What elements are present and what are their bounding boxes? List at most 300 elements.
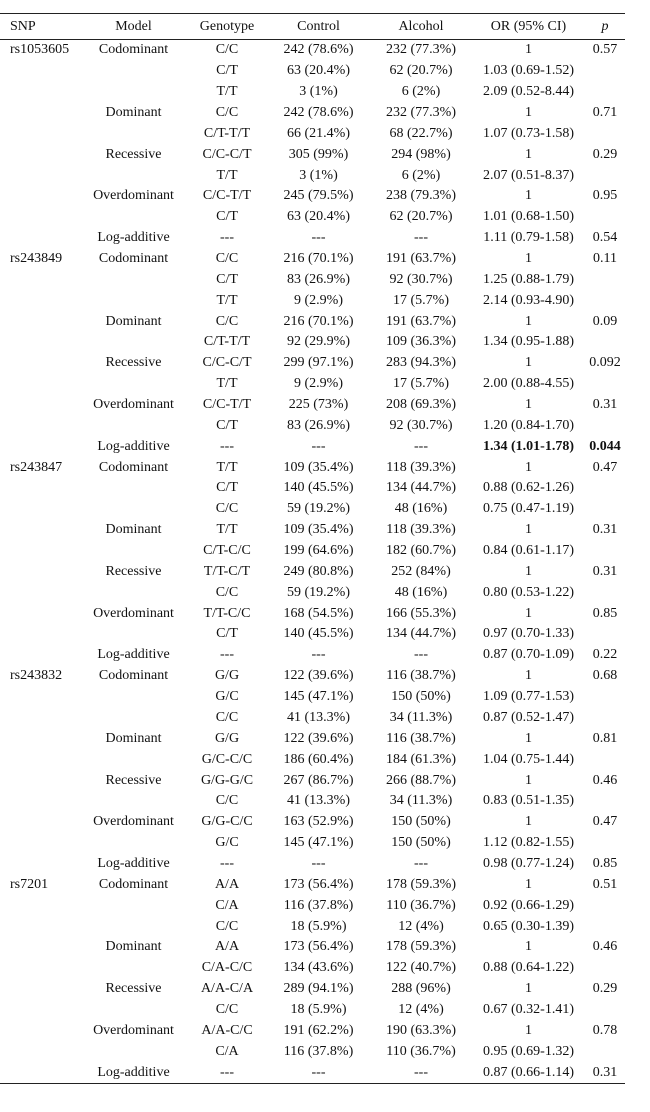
cell-p-value: 0.46: [592, 772, 618, 788]
cell-or-ci: 0.84 (0.61-1.17): [483, 543, 574, 559]
cell-or-ci: 1: [525, 459, 532, 475]
cell-snp: rs243849: [10, 251, 63, 267]
cell-p-value: [585, 624, 625, 645]
cell-or-ci: 0.95 (0.69-1.32): [483, 1043, 574, 1059]
header-or-ci: OR (95% CI): [472, 14, 585, 40]
cell-genotype: G/G-C/C: [201, 814, 253, 830]
cell-or-ci: 1: [525, 939, 532, 955]
cell-snp: [0, 687, 80, 708]
cell-model: [80, 374, 187, 395]
table-row: [0, 144, 625, 165]
cell-or-ci: 1: [525, 188, 532, 204]
cell-or-ci: 1.03 (0.69-1.52): [483, 63, 574, 79]
cell-model: [80, 895, 187, 916]
cell-model: Overdominant: [93, 188, 174, 204]
cell-p-value: 0.51: [592, 876, 618, 892]
cell-p-value: 0.54: [592, 230, 618, 246]
cell-genotype: C/T-C/C: [203, 543, 251, 559]
cell-p-value: 0.85: [592, 855, 618, 871]
cell-alcohol: 48 (16%): [394, 501, 448, 517]
cell-snp: [0, 1020, 80, 1041]
cell-p-value: [585, 749, 625, 770]
cell-or-ci: 1.34 (0.95-1.88): [483, 334, 574, 350]
cell-or-ci: 1.34 (1.01-1.78): [483, 438, 574, 454]
cell-p-value: 0.31: [592, 522, 618, 538]
table-row: [0, 561, 625, 582]
table-row: [0, 186, 625, 207]
table-row: [0, 624, 625, 645]
table-row: [0, 499, 625, 520]
cell-snp: [0, 833, 80, 854]
cell-or-ci: 1.20 (0.84-1.70): [483, 417, 574, 433]
cell-control: 249 (80.8%): [283, 563, 354, 579]
cell-genotype: C/C: [215, 709, 239, 725]
cell-control: 9 (2.9%): [294, 292, 343, 308]
cell-control: 163 (52.9%): [283, 814, 354, 830]
cell-p-value: [585, 582, 625, 603]
cell-snp: [0, 603, 80, 624]
cell-alcohol: 92 (30.7%): [389, 417, 453, 433]
cell-p-value: [585, 61, 625, 82]
cell-model: Log-additive: [97, 438, 170, 454]
table-row: [0, 103, 625, 124]
cell-genotype: ---: [187, 1062, 267, 1083]
cell-genotype: T/T: [216, 522, 238, 538]
cell-or-ci: 0.98 (0.77-1.24): [483, 855, 574, 871]
cell-control: 140 (45.5%): [283, 626, 354, 642]
cell-control: 66 (21.4%): [287, 125, 350, 141]
cell-or-ci: 1.01 (0.68-1.50): [483, 209, 574, 225]
cell-model: [80, 207, 187, 228]
cell-p-value: 0.47: [592, 814, 618, 830]
table-row: [0, 290, 625, 311]
cell-snp: [0, 937, 80, 958]
table-row: [0, 833, 625, 854]
cell-model: [80, 499, 187, 520]
table-row: [0, 269, 625, 290]
cell-p-value: [585, 833, 625, 854]
cell-p-value: [585, 1000, 625, 1021]
cell-p-value: 0.044: [589, 438, 621, 454]
cell-control: ---: [311, 647, 326, 663]
table-row: [0, 165, 625, 186]
cell-model: Codominant: [98, 668, 169, 684]
cell-control: ---: [311, 230, 326, 246]
cell-alcohol: 110 (36.7%): [386, 897, 456, 913]
table-row: [0, 603, 625, 624]
cell-snp: [0, 395, 80, 416]
cell-genotype: C/C: [215, 793, 239, 809]
header-control: Control: [267, 14, 370, 40]
cell-alcohol: ---: [370, 1062, 472, 1083]
cell-p-value: 0.85: [592, 605, 618, 621]
header-model: Model: [80, 14, 187, 40]
cell-p-value: 0.31: [592, 397, 618, 413]
cell-p-value: [585, 207, 625, 228]
table-row: [0, 520, 625, 541]
cell-alcohol: 252 (84%): [391, 563, 451, 579]
cell-alcohol: 134 (44.7%): [386, 480, 456, 496]
cell-genotype: C/A: [215, 897, 239, 913]
cell-or-ci: 1.25 (0.88-1.79): [483, 271, 574, 287]
cell-p-value: [585, 478, 625, 499]
cell-model: Recessive: [105, 355, 162, 371]
cell-or-ci: 1: [525, 563, 532, 579]
cell-or-ci: 1: [525, 251, 532, 267]
header-p-value: p: [585, 14, 625, 40]
table-row: [0, 708, 625, 729]
cell-model: Dominant: [105, 730, 162, 746]
cell-or-ci: 0.87 (0.70-1.09): [483, 647, 574, 663]
cell-control: 122 (39.6%): [283, 730, 354, 746]
cell-or-ci: 0.87 (0.66-1.14): [472, 1062, 585, 1083]
cell-p-value: [585, 1041, 625, 1062]
cell-alcohol: ---: [414, 438, 428, 454]
cell-genotype: ---: [220, 438, 234, 454]
table-row: [0, 645, 625, 666]
cell-p-value: 0.31: [585, 1062, 625, 1083]
cell-control: 168 (54.5%): [283, 605, 354, 621]
table-row: [0, 249, 625, 270]
cell-genotype: C/C-T/T: [202, 397, 252, 413]
cell-or-ci: 1.09 (0.77-1.53): [483, 689, 574, 705]
cell-snp: [0, 269, 80, 290]
cell-control: 59 (19.2%): [287, 501, 350, 517]
cell-alcohol: 283 (94.3%): [386, 355, 456, 371]
cell-model: [80, 749, 187, 770]
cell-model: Log-additive: [80, 1062, 187, 1083]
cell-p-value: [585, 82, 625, 103]
cell-model: [80, 61, 187, 82]
table-row: [0, 1041, 625, 1062]
cell-snp: [0, 374, 80, 395]
cell-snp: [0, 61, 80, 82]
cell-snp: rs7201: [10, 876, 49, 892]
cell-p-value: 0.11: [593, 251, 617, 267]
cell-p-value: 0.092: [589, 355, 621, 371]
cell-model: [80, 916, 187, 937]
table-header: [0, 14, 625, 40]
cell-genotype: G/G: [214, 730, 240, 746]
table-row: [0, 1000, 625, 1021]
cell-genotype: C/C: [215, 501, 239, 517]
cell-snp: [0, 520, 80, 541]
cell-alcohol: 190 (63.3%): [386, 1022, 456, 1038]
cell-p-value: [585, 123, 625, 144]
cell-model: Recessive: [105, 563, 162, 579]
cell-model: Codominant: [98, 42, 169, 58]
cell-snp: [0, 624, 80, 645]
cell-p-value: 0.09: [592, 313, 618, 329]
cell-or-ci: 1: [525, 668, 532, 684]
cell-model: Recessive: [105, 146, 162, 162]
cell-genotype: ---: [220, 230, 234, 246]
cell-snp: [0, 708, 80, 729]
cell-p-value: [585, 165, 625, 186]
cell-genotype: G/C-C/C: [201, 751, 253, 767]
cell-or-ci: 1.07 (0.73-1.58): [483, 125, 574, 141]
cell-genotype: C/T-T/T: [203, 334, 251, 350]
cell-alcohol: 17 (5.7%): [393, 292, 449, 308]
cell-alcohol: ---: [414, 855, 428, 871]
cell-control: 109 (35.4%): [283, 459, 354, 475]
cell-genotype: ---: [220, 647, 234, 663]
cell-model: [80, 708, 187, 729]
cell-alcohol: 6 (2%): [401, 167, 441, 183]
cell-alcohol: 118 (39.3%): [386, 459, 456, 475]
cell-model: Overdominant: [93, 1022, 174, 1038]
cell-alcohol: 191 (63.7%): [386, 313, 456, 329]
cell-alcohol: 34 (11.3%): [389, 709, 453, 725]
cell-p-value: 0.29: [592, 146, 618, 162]
cell-control: 63 (20.4%): [287, 63, 350, 79]
table-row: [0, 228, 625, 249]
cell-or-ci: 0.88 (0.62-1.26): [483, 480, 574, 496]
cell-model: Recessive: [105, 772, 162, 788]
table-row: [0, 1062, 625, 1083]
cell-snp: [0, 958, 80, 979]
cell-snp: [0, 415, 80, 436]
cell-model: Codominant: [98, 876, 169, 892]
cell-snp: [0, 436, 80, 457]
cell-control: 140 (45.5%): [283, 480, 354, 496]
cell-alcohol: 68 (22.7%): [389, 125, 453, 141]
cell-p-value: 0.46: [592, 939, 618, 955]
header-row: [0, 14, 625, 40]
cell-control: 216 (70.1%): [283, 251, 354, 267]
cell-p-value: [585, 332, 625, 353]
table-row: [0, 478, 625, 499]
cell-genotype: C/C: [215, 1001, 239, 1017]
cell-control: 173 (56.4%): [283, 939, 354, 955]
cell-genotype: C/C-C/T: [202, 355, 252, 371]
table-row: [0, 332, 625, 353]
cell-alcohol: 62 (20.7%): [389, 209, 453, 225]
cell-genotype: A/A: [214, 876, 240, 892]
cell-or-ci: 1: [525, 981, 532, 997]
cell-snp: [0, 478, 80, 499]
cell-snp: [0, 541, 80, 562]
cell-p-value: [585, 541, 625, 562]
cell-model: Dominant: [105, 939, 162, 955]
cell-or-ci: 1: [525, 1022, 532, 1038]
cell-or-ci: 0.67 (0.32-1.41): [483, 1001, 574, 1017]
cell-p-value: 0.71: [592, 105, 618, 120]
cell-model: [80, 478, 187, 499]
cell-control: 216 (70.1%): [283, 313, 354, 329]
table-row: [0, 812, 625, 833]
cell-control: 134 (43.6%): [283, 960, 354, 976]
cell-model: [80, 415, 187, 436]
cell-alcohol: 62 (20.7%): [389, 63, 453, 79]
cell-p-value: 0.68: [592, 668, 618, 684]
cell-or-ci: 1: [525, 355, 532, 371]
table-row: [0, 40, 625, 61]
cell-or-ci: 0.97 (0.70-1.33): [483, 626, 574, 642]
cell-p-value: [585, 708, 625, 729]
cell-genotype: C/A-C/C: [201, 960, 253, 976]
cell-or-ci: 2.09 (0.52-8.44): [483, 84, 574, 100]
cell-genotype: T/T-C/C: [203, 605, 251, 621]
cell-genotype: ---: [220, 855, 234, 871]
cell-model: Codominant: [98, 459, 169, 475]
cell-snp: [0, 854, 80, 875]
cell-snp: rs243832: [10, 668, 63, 684]
table-row: [0, 687, 625, 708]
cell-alcohol: 150 (50%): [391, 689, 451, 705]
cell-alcohol: 116 (38.7%): [386, 730, 456, 746]
cell-control: 186 (60.4%): [283, 751, 354, 767]
cell-alcohol: 6 (2%): [401, 84, 441, 100]
cell-control: 191 (62.2%): [283, 1022, 354, 1038]
cell-model: Dominant: [105, 313, 162, 329]
cell-snp: [0, 311, 80, 332]
cell-alcohol: 208 (69.3%): [386, 397, 456, 413]
table-row: [0, 123, 625, 144]
cell-control: 145 (47.1%): [283, 689, 354, 705]
table-row: [0, 395, 625, 416]
cell-control: 225 (73%): [288, 397, 349, 413]
cell-alcohol: 232 (77.3%): [386, 105, 456, 120]
cell-genotype: C/C-C/T: [202, 146, 252, 162]
genotype-association-table: [0, 13, 625, 1084]
cell-control: 18 (5.9%): [290, 918, 347, 934]
table-row: [0, 916, 625, 937]
cell-p-value: [585, 791, 625, 812]
cell-model: Dominant: [105, 522, 162, 538]
cell-model: Overdominant: [93, 605, 174, 621]
cell-snp: [0, 207, 80, 228]
cell-p-value: [585, 916, 625, 937]
cell-p-value: 0.22: [592, 647, 618, 663]
cell-or-ci: 1: [525, 730, 532, 746]
cell-model: [80, 1041, 187, 1062]
cell-or-ci: 1: [525, 397, 532, 413]
cell-control: 199 (64.6%): [283, 543, 354, 559]
table-row: [0, 311, 625, 332]
cell-control: 145 (47.1%): [283, 835, 354, 851]
cell-model: Codominant: [98, 251, 169, 267]
cell-p-value: [585, 290, 625, 311]
cell-control: 9 (2.9%): [294, 376, 343, 392]
cell-control: 122 (39.6%): [283, 668, 354, 684]
cell-genotype: T/T: [216, 292, 238, 308]
cell-p-value: [585, 958, 625, 979]
cell-control: 92 (29.9%): [287, 334, 350, 350]
cell-alcohol: 150 (50%): [391, 814, 451, 830]
cell-snp: [0, 123, 80, 144]
cell-p-value: [585, 895, 625, 916]
cell-alcohol: 134 (44.7%): [386, 626, 456, 642]
cell-p-value: [585, 687, 625, 708]
cell-control: 3 (1%): [299, 167, 338, 183]
cell-control: 242 (78.6%): [283, 42, 354, 58]
cell-snp: [0, 770, 80, 791]
cell-alcohol: 34 (11.3%): [389, 793, 453, 809]
cell-or-ci: 2.00 (0.88-4.55): [483, 376, 574, 392]
cell-alcohol: 110 (36.7%): [386, 1043, 456, 1059]
cell-snp: [0, 582, 80, 603]
cell-alcohol: 12 (4%): [398, 1001, 444, 1017]
cell-alcohol: ---: [414, 647, 428, 663]
cell-alcohol: 122 (40.7%): [386, 960, 456, 976]
cell-model: [80, 1000, 187, 1021]
cell-control: 41 (13.3%): [287, 793, 350, 809]
cell-genotype: C/T: [216, 417, 238, 433]
cell-snp: [0, 561, 80, 582]
cell-p-value: [585, 499, 625, 520]
cell-snp: [0, 1000, 80, 1021]
cell-or-ci: 1: [525, 605, 532, 621]
table-row: [0, 854, 625, 875]
cell-or-ci: 0.88 (0.64-1.22): [483, 960, 574, 976]
cell-snp: [0, 499, 80, 520]
cell-genotype: C/T: [216, 63, 238, 79]
table-row: [0, 353, 625, 374]
table-row: [0, 895, 625, 916]
cell-snp: [0, 979, 80, 1000]
cell-genotype: C/A: [215, 1043, 239, 1059]
cell-or-ci: 0.65 (0.30-1.39): [483, 918, 574, 934]
cell-snp: [0, 645, 80, 666]
cell-genotype: C/C: [215, 918, 239, 934]
cell-alcohol: 266 (88.7%): [386, 772, 456, 788]
cell-snp: [0, 82, 80, 103]
cell-model: [80, 332, 187, 353]
cell-genotype: C/C: [215, 313, 239, 329]
cell-or-ci: 1: [525, 42, 532, 58]
cell-alcohol: 12 (4%): [398, 918, 444, 934]
cell-genotype: G/G-G/C: [200, 772, 254, 788]
cell-or-ci: 0.80 (0.53-1.22): [483, 584, 574, 600]
cell-control: 116 (37.8%): [283, 1043, 354, 1059]
cell-alcohol: 92 (30.7%): [389, 271, 453, 287]
cell-control: 289 (94.1%): [283, 981, 354, 997]
cell-or-ci: 0.75 (0.47-1.19): [483, 501, 574, 517]
cell-or-ci: 0.92 (0.66-1.29): [483, 897, 574, 913]
cell-or-ci: 0.87 (0.52-1.47): [483, 709, 574, 725]
cell-control: 83 (26.9%): [287, 417, 350, 433]
cell-model: [80, 791, 187, 812]
cell-model: [80, 624, 187, 645]
cell-control: 116 (37.8%): [283, 897, 354, 913]
cell-or-ci: 1: [525, 105, 532, 120]
cell-genotype: C/C: [215, 584, 239, 600]
cell-control: 18 (5.9%): [290, 1001, 347, 1017]
cell-model: [80, 290, 187, 311]
table-row: [0, 374, 625, 395]
cell-alcohol: 288 (96%): [391, 981, 451, 997]
cell-alcohol: 191 (63.7%): [386, 251, 456, 267]
cell-or-ci: 2.07 (0.51-8.37): [483, 167, 574, 183]
cell-control: 3 (1%): [299, 84, 338, 100]
cell-p-value: [585, 269, 625, 290]
cell-alcohol: 48 (16%): [394, 584, 448, 600]
cell-genotype: T/T: [216, 167, 238, 183]
cell-snp: [0, 165, 80, 186]
table-row: [0, 61, 625, 82]
table-row: [0, 415, 625, 436]
cell-or-ci: 2.14 (0.93-4.90): [483, 292, 574, 308]
cell-model: Log-additive: [97, 855, 170, 871]
table-row: [0, 82, 625, 103]
cell-genotype: C/T: [216, 626, 238, 642]
cell-genotype: C/C-T/T: [202, 188, 252, 204]
table-row: [0, 958, 625, 979]
cell-model: [80, 582, 187, 603]
cell-or-ci: 1: [525, 522, 532, 538]
cell-genotype: C/C: [215, 105, 239, 120]
